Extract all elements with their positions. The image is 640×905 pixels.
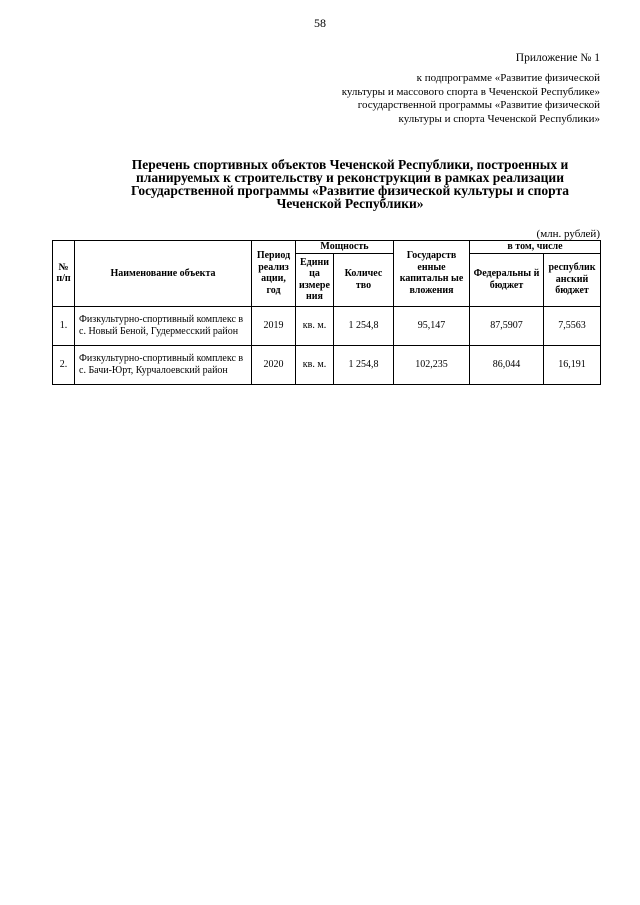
table-row bbox=[53, 306, 601, 345]
header-including: в том, числе bbox=[470, 241, 601, 254]
row-federal: 87,5907 bbox=[470, 306, 544, 345]
header-capacity: Мощность bbox=[296, 241, 394, 254]
row-quantity: 1 254,8 bbox=[334, 306, 394, 345]
row-name: Физкультурно-спортивный комплекс в с. Бачи-Юрт, Курчалоевский район bbox=[75, 345, 252, 384]
row-unit: кв. м. bbox=[296, 306, 334, 345]
row-investment: 95,147 bbox=[394, 306, 470, 345]
sports-objects-table bbox=[52, 240, 601, 385]
header-investment: Государств енные капитальн ые вложения bbox=[394, 241, 470, 307]
header-republic: республик анский бюджет bbox=[544, 253, 601, 306]
appendix-reference-line: государственной программы «Развитие физической bbox=[357, 99, 600, 111]
row-period: 2019 bbox=[252, 306, 296, 345]
header-period: Период реализ ации, год bbox=[252, 241, 296, 307]
row-republic: 16,191 bbox=[544, 345, 601, 384]
document-title bbox=[60, 158, 640, 210]
header-number: № п/п bbox=[53, 241, 75, 307]
document-title-line: Перечень спортивных объектов Чеченской Республики, построенных и bbox=[131, 157, 569, 172]
row-republic: 7,5563 bbox=[544, 306, 601, 345]
header-quantity: Количес тво bbox=[334, 253, 394, 306]
units-label: (млн. рублей) bbox=[536, 228, 600, 240]
document-title-line: Государственной программы «Развитие физической культуры и спорта bbox=[130, 183, 570, 198]
appendix-reference-line: к подпрограмме «Развитие физической bbox=[416, 72, 600, 84]
row-unit: кв. м. bbox=[296, 345, 334, 384]
document-title-line: Чеченской Республики» bbox=[276, 196, 424, 211]
row-federal: 86,044 bbox=[470, 345, 544, 384]
row-number: 2. bbox=[53, 345, 75, 384]
appendix-reference bbox=[342, 72, 600, 126]
table-header-row bbox=[53, 241, 601, 254]
row-quantity: 1 254,8 bbox=[334, 345, 394, 384]
header-unit: Едини ца измере ния bbox=[296, 253, 334, 306]
appendix-title: Приложение № 1 bbox=[515, 52, 600, 64]
document-title-line: планируемых к строительству и реконструкции в рамках реализации bbox=[135, 170, 564, 185]
row-name: Физкультурно-спортивный комплекс в с. Новый Беной, Гудермесский район bbox=[75, 306, 252, 345]
page-number: 58 bbox=[314, 16, 326, 30]
row-number: 1. bbox=[53, 306, 75, 345]
table-row bbox=[53, 345, 601, 384]
row-investment: 102,235 bbox=[394, 345, 470, 384]
row-period: 2020 bbox=[252, 345, 296, 384]
header-name: Наименование объекта bbox=[75, 241, 252, 307]
appendix-reference-line: культуры и спорта Чеченской Республики» bbox=[398, 112, 600, 125]
header-federal: Федеральны й бюджет bbox=[470, 253, 544, 306]
appendix-reference-line: культуры и массового спорта в Чеченской Республике» bbox=[341, 85, 600, 98]
